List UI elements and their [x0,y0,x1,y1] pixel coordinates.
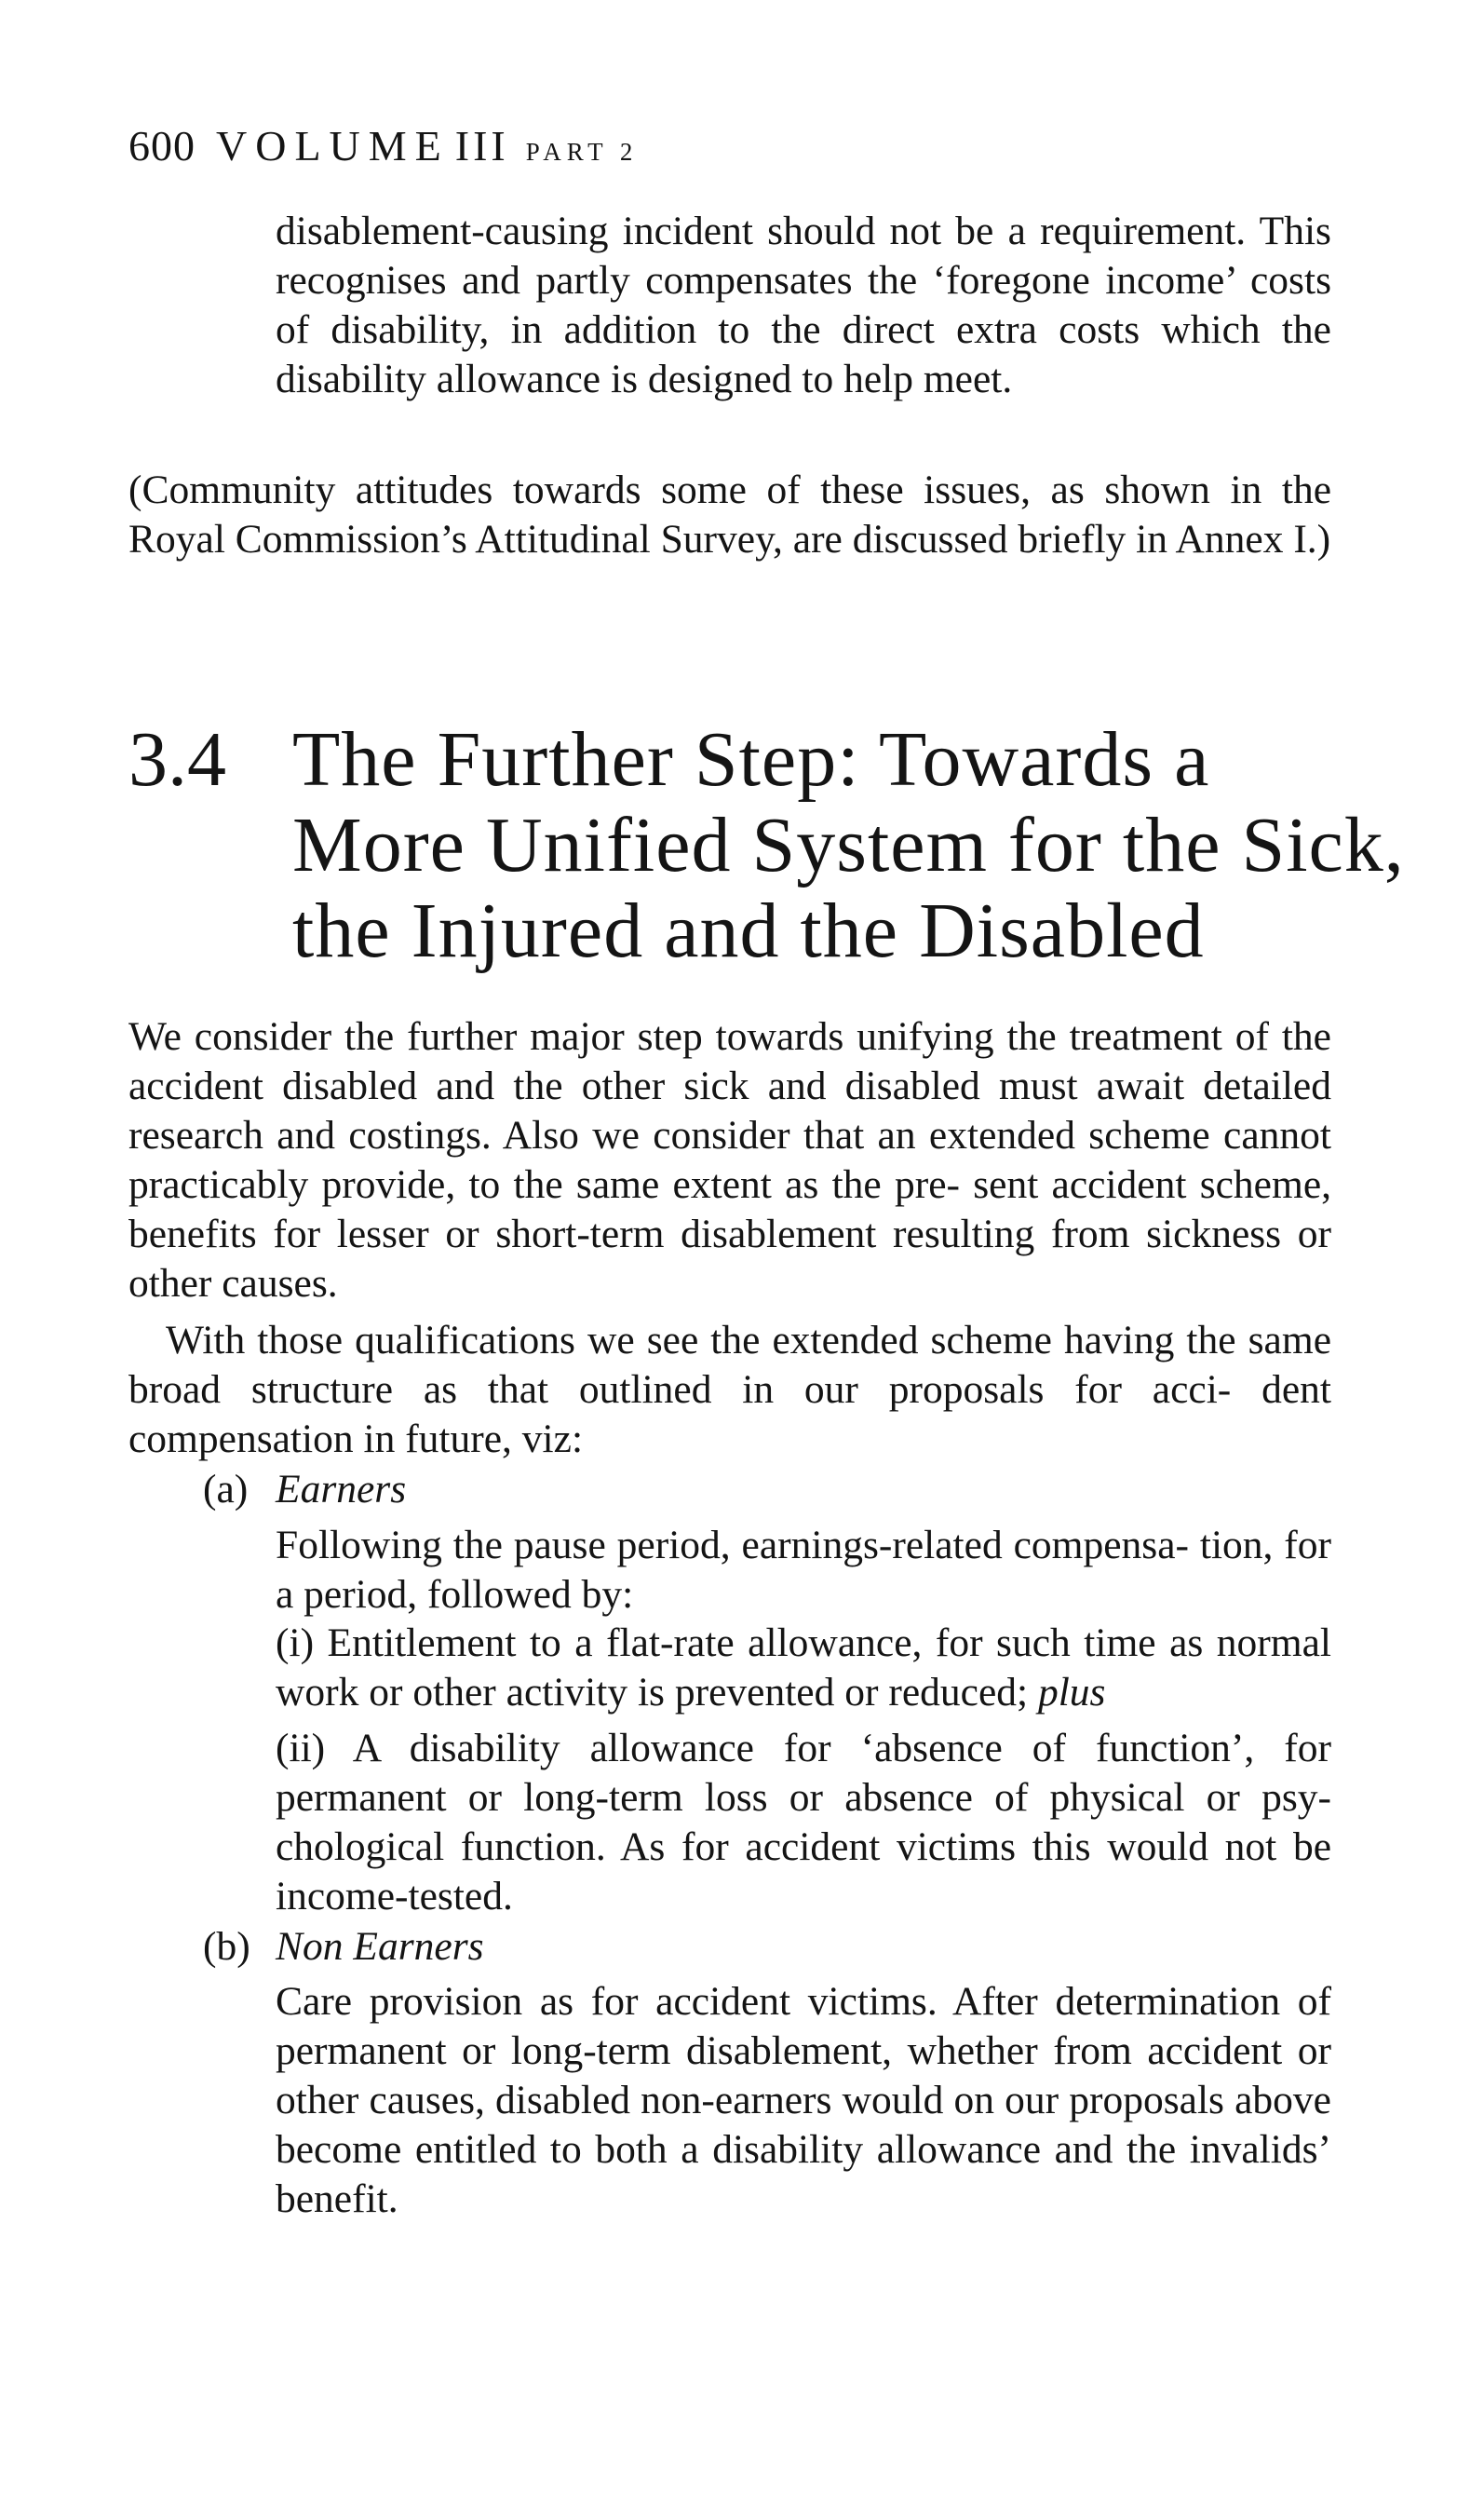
item-b-label: (b) [203,1924,250,1969]
paragraph-1-text: We consider the further major step towards unifying the treatment of the accident disabled and the other sick and disabled must await detailed research and costings. Also we consider that an extended scheme cannot practicably provide, to the same extent as the pre- sent accident scheme, benefits for lesser or short-term disablement resulting from sickness or other causes. [128,1014,1331,1306]
item-a-label: (a) [203,1467,249,1512]
item-b-title: Non Earners [276,1924,484,1969]
item-a-title: Earners [276,1467,407,1512]
community-note-text: (Community attitudes towards some of these issues, as shown in the Royal Commission’s Attitudinal Survey, are discussed briefly in Annex I.) [128,468,1331,562]
body-paragraph-1 [128,1012,1331,1308]
paragraph-2-text: With those qualifications we see the extended scheme having the same broad structure as that outlined in our proposals for acci- dent compensation in future, viz: [128,1318,1331,1461]
continuation-text: disablement-causing incident should not be a requirement. This recognises and partly compensates the ‘foregone income’ costs of disability, in addition to the direct extra costs which the disability allowance is designed to help meet. [276,209,1331,401]
continuation-paragraph [276,207,1331,404]
section-title [292,717,1405,974]
community-note-paragraph [128,466,1331,564]
section-title-line-3: the Injured and the Disabled [292,888,1205,974]
part-label: PART 2 [525,138,639,166]
page-number: 600 [128,122,196,169]
volume-number: III [454,122,509,169]
item-a-sub-i-emphasis: plus [1037,1670,1106,1715]
section-number: 3.4 [128,716,226,803]
item-a-sub-i-text: (i) Entitlement to a flat-rate allowance, for such time as normal work or other activity is prevented or reduced; [276,1620,1331,1715]
item-a-sub-ii [276,1724,1331,1921]
volume-label: VOLUME [216,122,450,169]
item-b-body-text: Care provision as for accident victims. After determination of permanent or long-term disablement, whether from accident or other causes, disabled non-earners would on our proposals above become entitled to both a disability allowance and the invalids’ benefit. [276,1979,1331,2221]
item-a-intro-text: Following the pause period, earnings-related compensa- tion, for a period, followed by: [276,1523,1331,1617]
item-a-heading [203,1465,406,1514]
item-a-sub-ii-text: (ii) A disability allowance for ‘absence of function’, for permanent or long-term loss or absence of physical or psy- chological function. As for accident victims this would not be income-tested. [276,1726,1331,1918]
item-a-sub-i [276,1619,1331,1717]
body-paragraph-2 [128,1316,1331,1464]
item-a-intro [276,1521,1331,1620]
running-head [128,122,639,169]
item-b-body [276,1977,1331,2224]
item-b-heading [203,1922,484,1972]
section-title-line-1: The Further Step: Towards a [292,716,1210,803]
section-title-line-2: More Unified System for the Sick, [292,802,1405,888]
